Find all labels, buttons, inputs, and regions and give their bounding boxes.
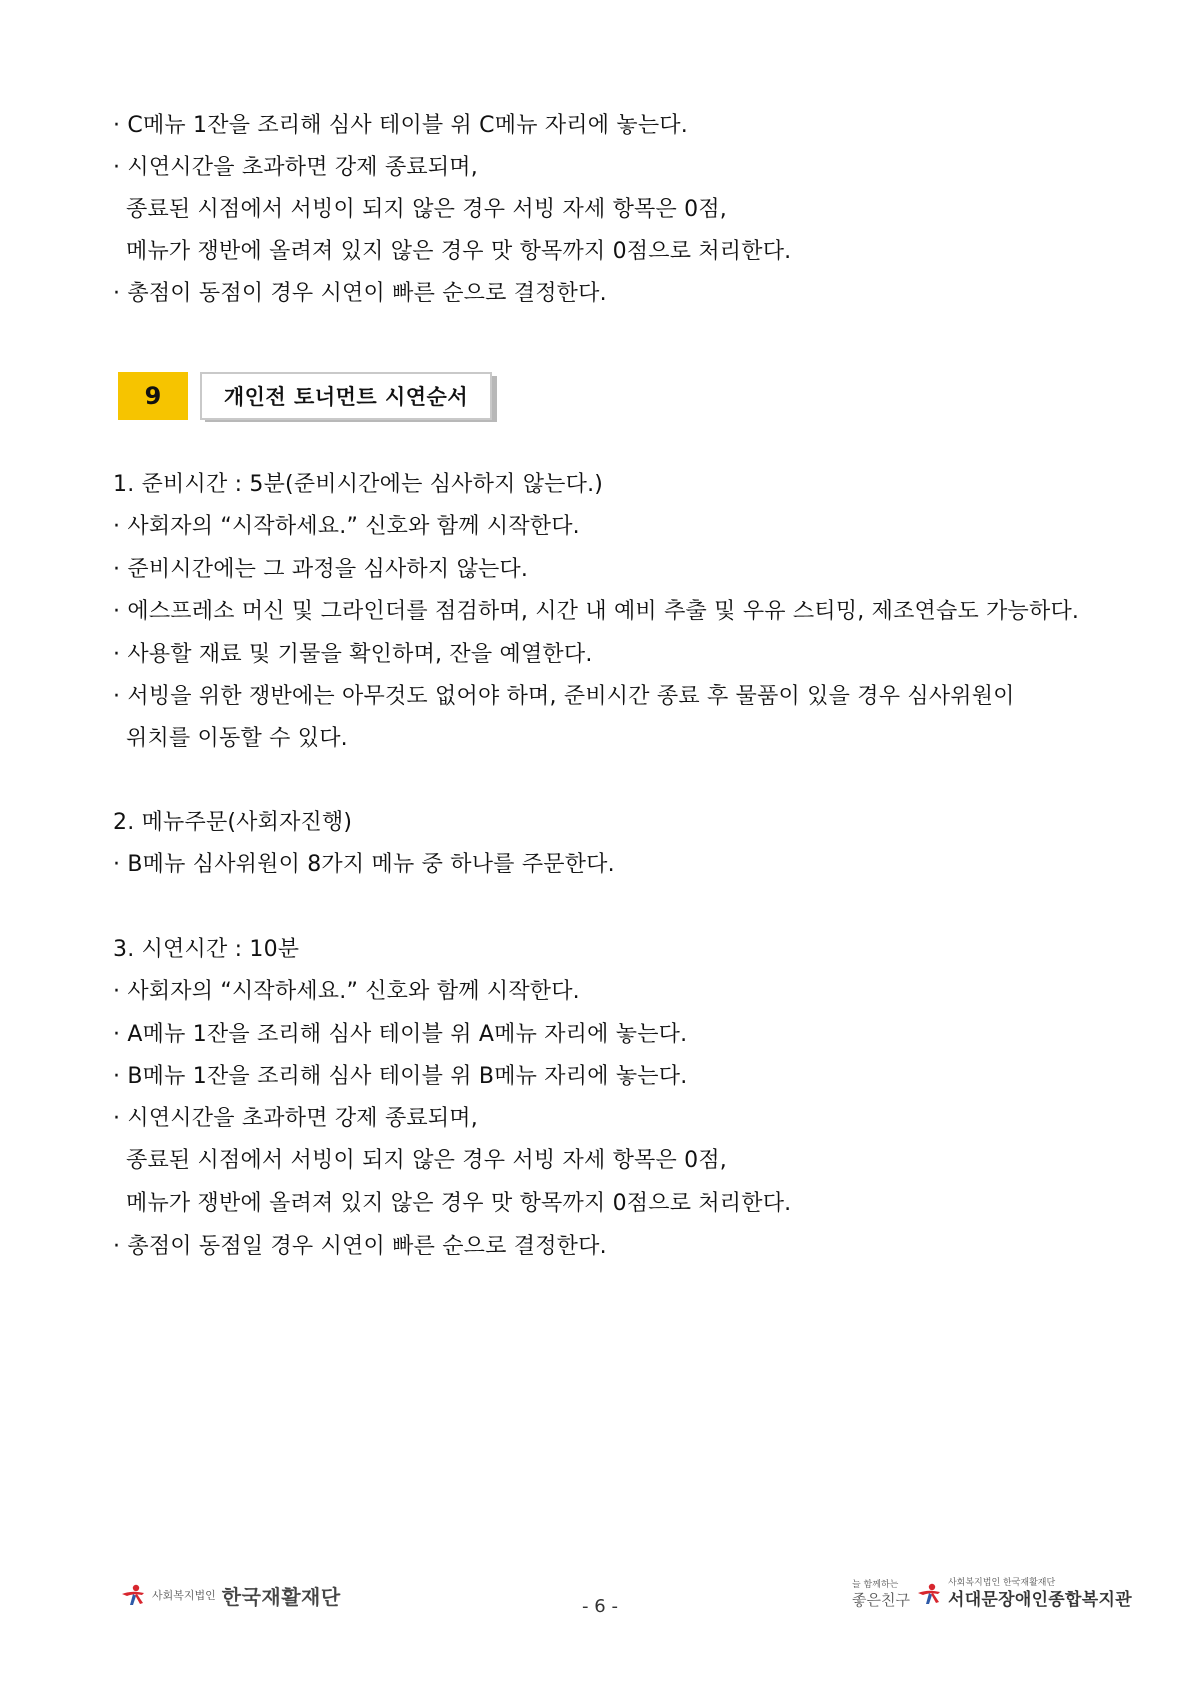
text-line: 메뉴가 쟁반에 올려져 있지 않은 경우 맛 항목까지 0점으로 처리한다. — [126, 1191, 792, 1216]
text-line: · A메뉴 1잔을 조리해 심사 테이블 위 A메뉴 자리에 놓는다. — [113, 1022, 688, 1047]
slogan-top: 늘 함께하는 — [852, 1580, 899, 1590]
welfare-center-name: 서대문장애인종합복지관 — [947, 1589, 1132, 1610]
text-line: · 시연시간을 초과하면 강제 종료되며, — [113, 155, 478, 180]
page-number: - 6 - — [582, 1596, 618, 1617]
text-line: · B메뉴 심사위원이 8가지 메뉴 중 하나를 주문한다. — [113, 852, 615, 877]
text-line: · 총점이 동점이 경우 시연이 빠른 순으로 결정한다. — [113, 281, 607, 306]
text-line: 메뉴가 쟁반에 올려져 있지 않은 경우 맛 항목까지 0점으로 처리한다. — [126, 239, 792, 264]
text-line: 종료된 시점에서 서빙이 되지 않은 경우 서빙 자세 항목은 0점, — [126, 197, 727, 222]
text-line: · 서빙을 위한 쟁반에는 아무것도 없어야 하며, 준비시간 종료 후 물품이 있을 경우 심사위원이 — [113, 684, 1015, 709]
text-line: 위치를 이동할 수 있다. — [126, 726, 348, 751]
text-line: · 사용할 재료 및 기물을 확인하며, 잔을 예열한다. — [113, 642, 593, 667]
subsection-heading: 2. 메뉴주문(사회자진행) — [113, 810, 353, 835]
slogan-bottom: 좋은친구 — [852, 1591, 910, 1609]
section-title: 개인전 토너먼트 시연순서 — [200, 372, 492, 420]
subsection-heading: 3. 시연시간 : 10분 — [113, 937, 300, 962]
text-line: · 사회자의 “시작하세요.” 신호와 함께 시작한다. — [113, 514, 580, 539]
text-line: 종료된 시점에서 서빙이 되지 않은 경우 서빙 자세 항목은 0점, — [126, 1148, 727, 1173]
text-line: · 사회자의 “시작하세요.” 신호와 함께 시작한다. — [113, 979, 580, 1004]
person-logo-icon — [914, 1582, 944, 1606]
footer-right-logo — [852, 1574, 1132, 1614]
org-type-label: 사회복지법인 — [152, 1589, 216, 1602]
text-line: · 시연시간을 초과하면 강제 종료되며, — [113, 1106, 478, 1131]
text-line: · C메뉴 1잔을 조리해 심사 테이블 위 C메뉴 자리에 놓는다. — [113, 113, 688, 138]
subsection-heading: 1. 준비시간 : 5분(준비시간에는 심사하지 않는다.) — [113, 472, 604, 497]
section-number-badge: 9 — [118, 372, 188, 420]
org-name: 한국재활재단 — [221, 1584, 341, 1609]
org-parent-label: 사회복지법인 한국재활재단 — [947, 1577, 1056, 1588]
text-line: · 에스프레소 머신 및 그라인더를 점검하며, 시간 내 예비 추출 및 우유 스티밍, 제조연습도 가능하다. — [113, 599, 1080, 624]
text-line: · 총점이 동점일 경우 시연이 빠른 순으로 결정한다. — [113, 1234, 607, 1259]
slogan — [852, 1579, 910, 1609]
text-line: · 준비시간에는 그 과정을 심사하지 않는다. — [113, 557, 529, 582]
text-line: · B메뉴 1잔을 조리해 심사 테이블 위 B메뉴 자리에 놓는다. — [113, 1064, 688, 1089]
